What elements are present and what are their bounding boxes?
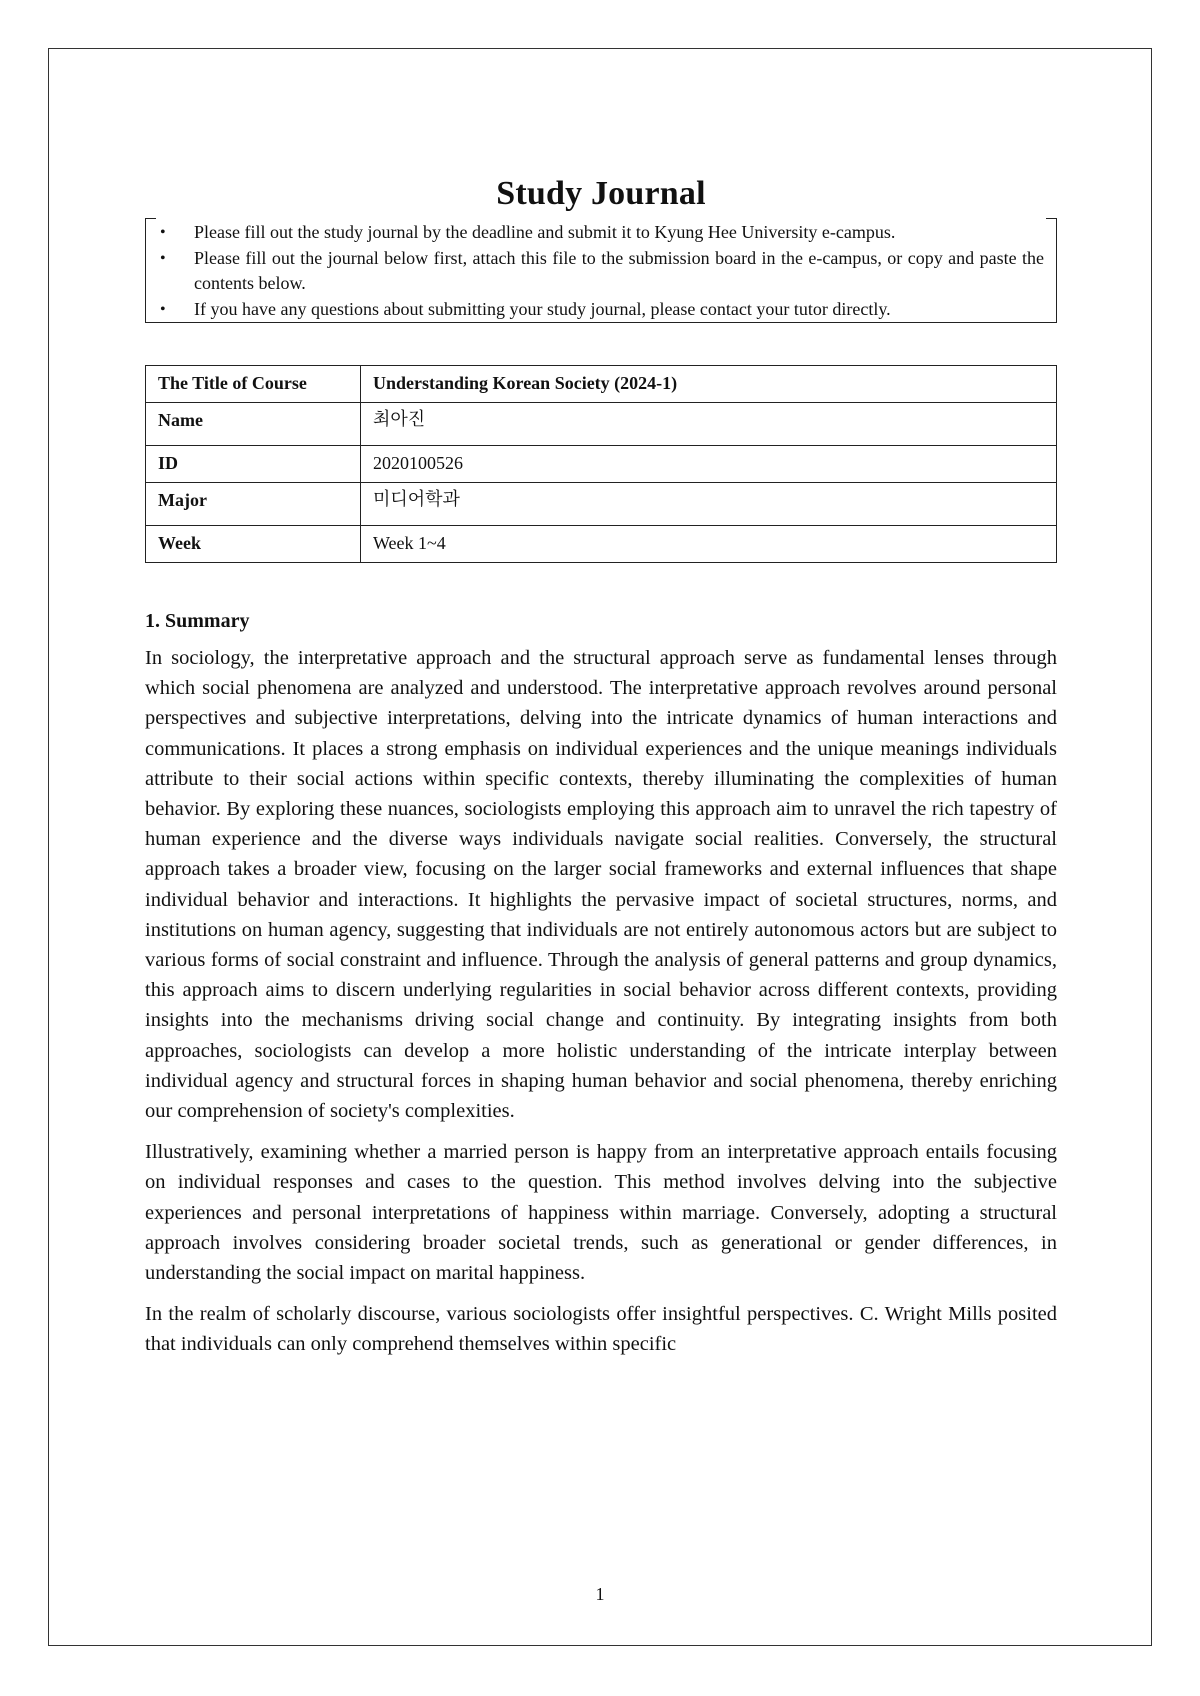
week-value: Week 1~4 [361, 526, 1057, 563]
name-row [146, 403, 1057, 446]
bullet-icon: • [160, 224, 166, 241]
week-label: Week [146, 526, 361, 563]
page-number: 1 [595, 1584, 605, 1604]
instructions-box [145, 218, 1057, 323]
summary-paragraph: In the realm of scholarly discourse, various sociologists offer insightful perspectives. C. Wright Mills posited that individuals can only comprehend themselves within specific [145, 1303, 1057, 1356]
name-label: Name [146, 403, 361, 446]
id-row [146, 446, 1057, 483]
week-row [146, 526, 1057, 563]
bullet-icon: • [160, 300, 166, 318]
summary-heading: 1. Summary [145, 610, 250, 632]
course-row [146, 366, 1057, 403]
course-label: The Title of Course [146, 366, 361, 403]
summary-paragraph: Illustratively, examining whether a married person is happy from an interpretative approach entails focusing on individual responses and cases to the question. This method involves delving into the subjective experiences and personal interpretations of happiness within marriage. Conversely, adopting a structural approach involves considering broader societal trends, such as generational or gender differences, in understanding the social impact on marital happiness. [145, 1141, 1057, 1285]
instruction-text: If you have any questions about submitting your study journal, please contact your tutor directly. [194, 298, 891, 319]
major-value: 미디어학과 [361, 483, 1057, 526]
instruction-text: Please fill out the journal below first, attach this file to the submission board in the e-campus, or copy and paste the contents below. [194, 247, 1044, 293]
name-value: 최아진 [361, 403, 1057, 446]
id-value: 2020100526 [361, 446, 1057, 483]
course-value: Understanding Korean Society (2024-1) [361, 366, 1057, 403]
document-content [145, 170, 1057, 1371]
instruction-item [156, 246, 1044, 297]
bullet-icon: • [160, 249, 166, 267]
instruction-item [156, 220, 1044, 246]
instructions-list [156, 220, 1044, 322]
major-row [146, 483, 1057, 526]
student-info-table [145, 365, 1057, 563]
instruction-text: Please fill out the study journal by the deadline and submit it to Kyung Hee University e-campus. [194, 222, 896, 242]
instruction-item [156, 297, 1044, 323]
summary-paragraph: In sociology, the interpretative approach and the structural approach serve as fundamental lenses through which social phenomena are analyzed and understood. The interpretative approach revolves around personal perspectives and subjective interpretations, delving into the intricate dynamics of human interactions and communications. It places a strong emphasis on individual experiences and the unique meanings individuals attribute to their social actions within specific contexts, thereby illuminating the complexities of human behavior. By exploring these nuances, sociologists employing this approach aim to unravel the rich tapestry of human experience and the diverse ways individuals navigate social realities. Conversely, the structural approach takes a broader view, focusing on the larger social frameworks and external influences that shape individual behavior and interactions. It highlights the pervasive impact of societal structures, norms, and institutions on human agency, suggesting that individuals are not entirely autonomous actors but are subject to various forms of social constraint and influence. Through the analysis of general patterns and group dynamics, this approach aims to discern underlying regularities in social behavior across different contexts, providing insights into the mechanisms driving social change and continuity. By integrating insights from both approaches, sociologists can develop a more holistic understanding of the intricate interplay between individual agency and structural forces in shaping human behavior and social phenomena, thereby enriching our comprehension of society's complexities. [145, 647, 1057, 1123]
document-title: Study Journal [496, 175, 706, 212]
id-label: ID [146, 446, 361, 483]
major-label: Major [146, 483, 361, 526]
